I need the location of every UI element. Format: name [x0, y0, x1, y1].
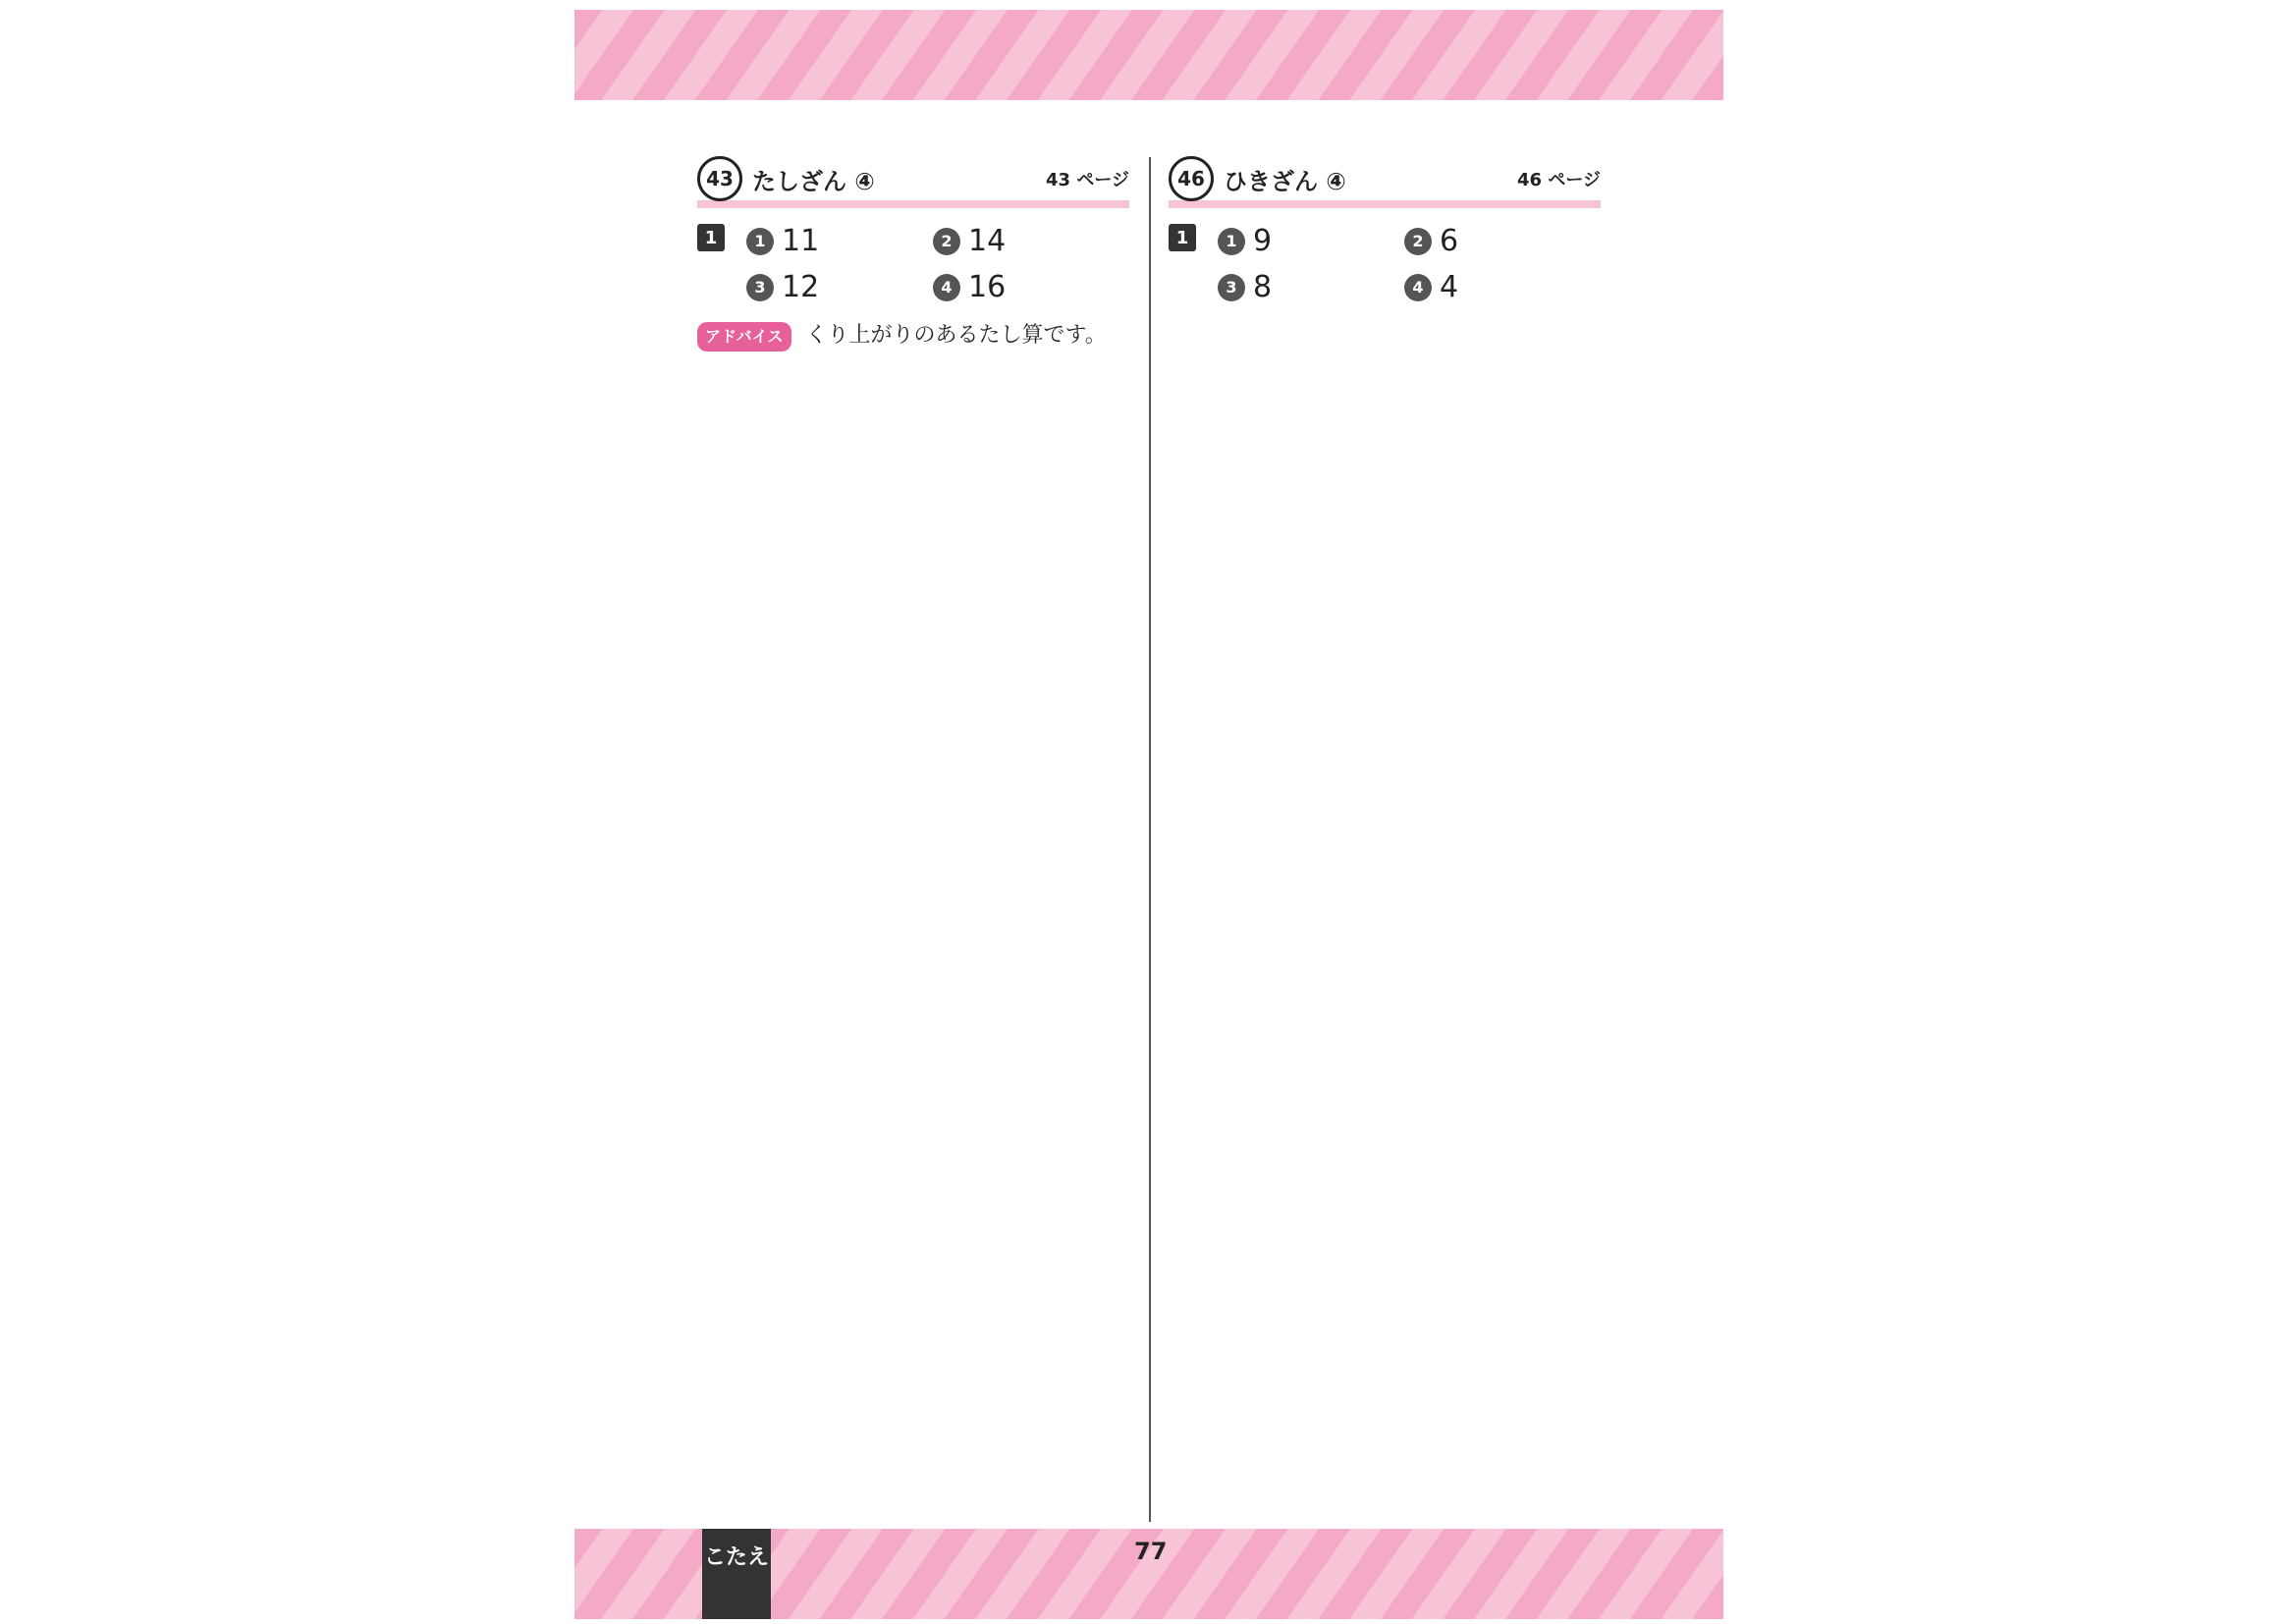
- page-number: 77: [1134, 1538, 1168, 1565]
- section-number: 46: [1169, 156, 1214, 201]
- question-box: 1: [1169, 224, 1196, 251]
- section-number: 43: [697, 156, 742, 201]
- answer-value: 14: [968, 224, 1007, 258]
- advice-note: [697, 318, 1129, 352]
- section-page: 46 ページ: [1517, 170, 1601, 190]
- answer-value: 16: [968, 270, 1007, 304]
- answer-page: [574, 10, 1723, 1620]
- answer-index: 1: [746, 228, 774, 255]
- section-header: [697, 157, 1129, 208]
- answer-section: [1169, 157, 1601, 304]
- answer-value: 4: [1440, 270, 1459, 304]
- answer-item: [933, 224, 1119, 258]
- answer-index: 2: [933, 228, 960, 255]
- answer-item: [746, 224, 933, 258]
- column-divider: [1149, 157, 1151, 1522]
- answer-value: 8: [1253, 270, 1273, 304]
- section-title: ひきざん ④: [1224, 167, 1346, 195]
- left-column: [697, 157, 1129, 400]
- section-header: [1169, 157, 1601, 208]
- answer-index: 3: [746, 274, 774, 301]
- answer-index: 2: [1404, 228, 1432, 255]
- advice-text: くり上がりのあるたし算です。: [805, 323, 1107, 348]
- answer-item: [933, 270, 1119, 304]
- answer-grid: [697, 224, 1129, 304]
- answer-index: 1: [1218, 228, 1245, 255]
- kotae-tab: こたえ: [702, 1529, 771, 1619]
- section-title: たしざん ④: [752, 167, 875, 195]
- advice-tag: アドバイス: [697, 322, 791, 352]
- answer-value: 9: [1253, 224, 1273, 258]
- right-column: [1169, 157, 1601, 352]
- answer-index: 4: [1404, 274, 1432, 301]
- answer-item: [1218, 270, 1404, 304]
- answer-index: 3: [1218, 274, 1245, 301]
- answer-item: [1404, 270, 1591, 304]
- answer-value: 6: [1440, 224, 1459, 258]
- answer-value: 11: [782, 224, 820, 258]
- header-band: [574, 10, 1723, 100]
- answer-value: 12: [782, 270, 820, 304]
- answer-item: [746, 270, 933, 304]
- section-page: 43 ページ: [1046, 170, 1129, 190]
- answer-grid: [1169, 224, 1601, 304]
- answer-index: 4: [933, 274, 960, 301]
- question-box: 1: [697, 224, 725, 251]
- answer-item: [1218, 224, 1404, 258]
- answer-section: [697, 157, 1129, 352]
- answer-item: [1404, 224, 1591, 258]
